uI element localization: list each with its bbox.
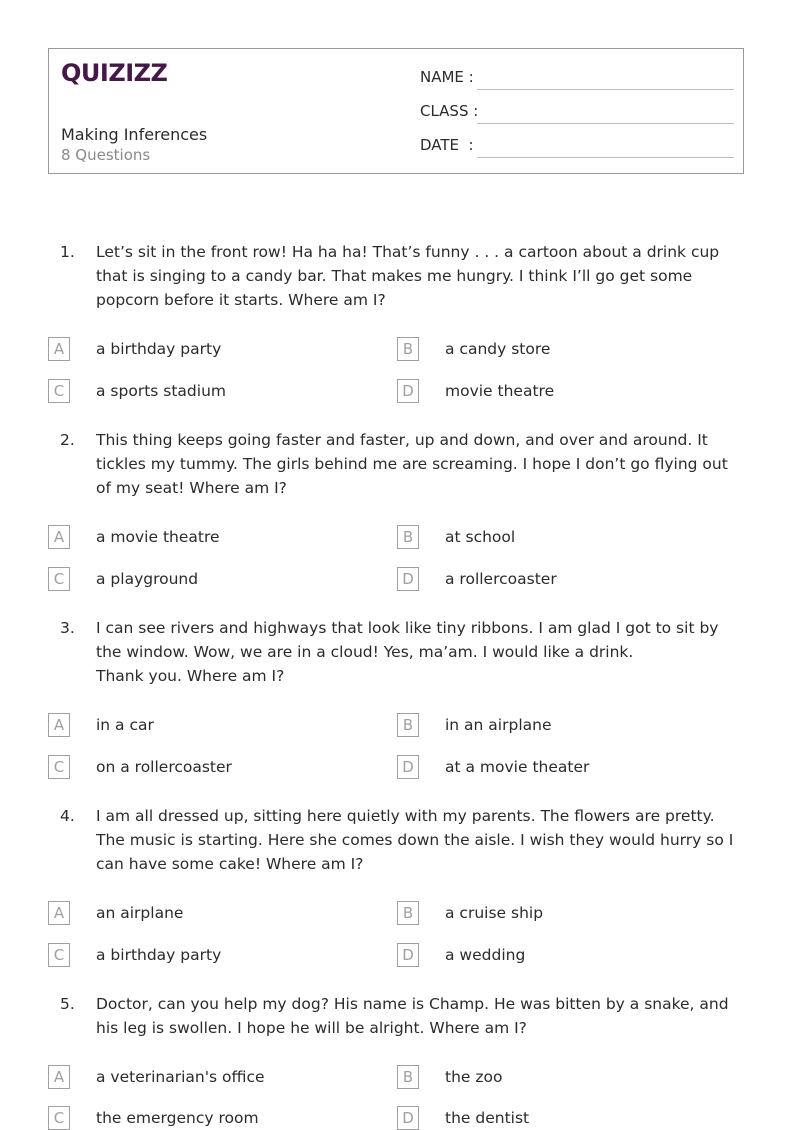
option-letter-box: D — [397, 567, 419, 591]
option-text: in an airplane — [445, 716, 552, 734]
question-number: 5. — [60, 995, 75, 1013]
option-text: a movie theatre — [96, 528, 220, 546]
question-number: 3. — [60, 619, 75, 637]
option-letter-box: C — [48, 943, 70, 967]
option-letter-box: B — [397, 901, 419, 925]
question-text: Let’s sit in the front row! Ha ha ha! That’s funny . . . a cartoon about a drink cup that is singing to a candy bar. That makes me hungry. I think I’ll go get some popcorn before it starts. Where am I? — [96, 243, 720, 309]
question-text: I am all dressed up, sitting here quietly with my parents. The flowers are pretty. The music is starting. Here she comes down the aisle. I wish they would hurry so I can have some cake! Where am I? — [96, 807, 734, 873]
date-label: DATE : — [420, 136, 474, 154]
option-letter-box: B — [397, 525, 419, 549]
question-number: 4. — [60, 807, 75, 825]
date-field[interactable] — [420, 134, 734, 158]
class-label: CLASS : — [420, 102, 479, 120]
option-text: at a movie theater — [445, 758, 590, 776]
option-text: a rollercoaster — [445, 570, 557, 588]
option-letter-box: A — [48, 901, 70, 925]
option-text: a veterinarian's office — [96, 1068, 265, 1086]
question-number: 2. — [60, 431, 75, 449]
name-field[interactable] — [420, 66, 734, 90]
option-text: a wedding — [445, 946, 526, 964]
option-text: a birthday party — [96, 340, 222, 358]
option-letter-box: C — [48, 755, 70, 779]
option-letter-box: A — [48, 337, 70, 361]
option-text: a birthday party — [96, 946, 222, 964]
option-text: the dentist — [445, 1109, 530, 1127]
option-letter-box: A — [48, 1065, 70, 1089]
quizizz-logo: QUIZIZZ — [61, 59, 168, 87]
option-letter-box: A — [48, 525, 70, 549]
question-text-line-2: Thank you. Where am I? — [96, 667, 285, 685]
option-letter-box: D — [397, 1106, 419, 1130]
worksheet-title: Making Inferences — [61, 125, 208, 144]
option-letter-box: B — [397, 337, 419, 361]
option-text: an airplane — [96, 904, 184, 922]
option-letter-box: D — [397, 943, 419, 967]
option-letter-box: B — [397, 713, 419, 737]
worksheet-header — [48, 48, 744, 174]
option-text: a cruise ship — [445, 904, 544, 922]
option-text: movie theatre — [445, 382, 555, 400]
option-letter-box: C — [48, 379, 70, 403]
question-count: 8 Questions — [61, 146, 151, 164]
question-text: I can see rivers and highways that look like tiny ribbons. I am glad I got to sit by the window. Wow, we are in a cloud! Yes, ma’am. I would like a drink. — [96, 619, 719, 661]
option-text: the emergency room — [96, 1109, 259, 1127]
question-number: 1. — [60, 243, 75, 261]
option-letter-box: D — [397, 379, 419, 403]
date-line[interactable] — [477, 157, 734, 158]
option-text: the zoo — [445, 1068, 503, 1086]
name-line[interactable] — [477, 89, 734, 90]
name-label: NAME : — [420, 68, 474, 86]
option-text: at school — [445, 528, 516, 546]
option-letter-box: D — [397, 755, 419, 779]
option-text: a playground — [96, 570, 199, 588]
option-letter-box: B — [397, 1065, 419, 1089]
question-text: Doctor, can you help my dog? His name is Champ. He was bitten by a snake, and his leg is swollen. I hope he will be alright. Where am I? — [96, 995, 729, 1037]
question-text: This thing keeps going faster and faster, up and down, and over and around. It tickles my tummy. The girls behind me are screaming. I hope I don’t go flying out of my seat! Where am I? — [96, 431, 728, 497]
option-letter-box: C — [48, 567, 70, 591]
option-text: in a car — [96, 716, 154, 734]
class-field[interactable] — [420, 100, 734, 124]
option-text: a candy store — [445, 340, 551, 358]
option-text: on a rollercoaster — [96, 758, 232, 776]
class-line[interactable] — [477, 123, 734, 124]
option-letter-box: A — [48, 713, 70, 737]
option-letter-box: C — [48, 1106, 70, 1130]
option-text: a sports stadium — [96, 382, 226, 400]
